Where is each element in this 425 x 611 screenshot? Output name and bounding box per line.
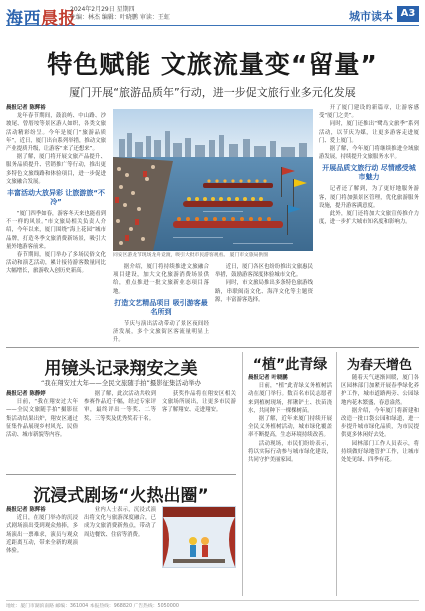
lead-byline: 晨报记者 陈辉裕	[6, 105, 46, 111]
story2-title: 用镜头记录翔安之美	[44, 359, 198, 379]
page-number: A3	[397, 6, 419, 22]
editor-line: 主编：林杰 编辑：叶晓鹏 审读：王虹	[70, 14, 170, 21]
story2-paragraph: 据了解，此次活动共收到参赛作品近千幅，经过专家评审，最终评出一等奖、二等奖、三等奖及优秀奖若干名。	[84, 391, 156, 422]
lead-subtitle-3: 开展品质文旅行动 尽情感受城市魅力	[322, 164, 416, 182]
lead-subtitle-1: 丰富活动大放异彩 让旅游旅“不冷”	[6, 189, 106, 207]
page-footer: 地址：厦门市湖滨南路 邮编：361004 本报热线：968820 广告热线：5050000	[6, 600, 419, 609]
story3-paragraph: 业内人士表示，沉浸式演出将文化与旅游深度融合，已成为文旅消费新热点，带动了周边餐饮、住宿等消费。	[84, 507, 156, 538]
story2-column-a	[6, 390, 78, 470]
logo-part-a: 海西	[6, 9, 41, 29]
lead-paragraph: 此外，厦门还将加大文旅宣传推介力度，进一步扩大城市知名度和影响力。	[319, 211, 419, 226]
story3-column-a	[6, 506, 78, 596]
issue-date: 2024年2月29日 星期四	[70, 6, 135, 13]
lead-paragraph: 近日，厦门各区也纷纷推出文旅惠民举措，鼓励游客深度体验城市文化。	[215, 264, 313, 279]
lead-middle-column-b	[215, 263, 313, 343]
newspaper-logo	[6, 4, 76, 29]
story2-column-c	[162, 390, 236, 470]
story3-byline: 晨报记者 陈辉裕	[6, 507, 46, 513]
lead-left-column	[6, 104, 106, 342]
lead-paragraph: 据了解，今年厦门将继续推进全域旅游发展，持续提升文旅服务水平。	[319, 146, 419, 161]
story5-paragraph: 据介绍，今年厦门将新建和改造一批口袋公园和绿道，进一步提升城市绿化品质，为市民提供更多休闲好去处。	[341, 407, 419, 439]
lead-middle-column-a	[113, 263, 209, 343]
lead-paragraph: “厦门四季如春，游客冬天来也能看到不一样的风景。”市文旅局相关负责人介绍，今年以来，厦门围绕“海上花园”城市品牌，打造冬季文旅消费新场景，吸引大量外地游客前来。	[6, 211, 106, 250]
lead-subhead: 厦门开展“旅游品质年”行动，进一步促文旅行业多元化发展	[69, 86, 356, 99]
lead-paragraph: 龙年春节期间，鼓浪屿、中山路、沙坡尾、曾厝垵等景区游人如织，各类文旅活动精彩纷呈。今年是厦门“旅游品质年”，近日，厦门出台系列举措，推动文旅产业提质升级，让游客“来了还想来”。	[6, 113, 106, 153]
lead-paragraph: 春节期间，厦门举办了多场民俗文化活动和演艺活动，累计接待游客数量同比大幅增长，旅游收入创历史新高。	[6, 252, 106, 275]
column-divider	[242, 352, 243, 596]
story2-paragraph: 日前，“我在翔安过大年——全民文旅随手拍”摄影征集活动结果出炉，翔安区通过征集作品展现乡村风光、民俗活动、城市新貌等内容。	[6, 399, 78, 439]
stage-graphic	[162, 506, 236, 568]
photo-caption: 同安区游龙节现场龙舟竞渡，吸引大批市民游客观看。 厦门市文旅局供图	[113, 253, 269, 258]
lead-paragraph: 同时，市文旅局推出多条特色旅游线路，串联闽南文化、海洋文化等主题资源，丰富游客选择。	[215, 280, 313, 303]
story3-column-c	[162, 506, 236, 596]
story4-paragraph: 据了解，近年来厦门持续开展全民义务植树活动，城市绿化覆盖率不断提高，生态环境持续改善。	[248, 416, 332, 439]
lead-photo	[113, 109, 313, 251]
section-divider	[6, 474, 236, 475]
story3-title: 沉浸式剧场“火热出圈”	[33, 486, 209, 506]
lead-paragraph: 节庆与演出活动带动了景区夜间经济发展，多个文旅街区客流量明显上升。	[113, 320, 209, 343]
story2-column-b	[84, 390, 156, 470]
story4-title: “植”此青绿	[252, 357, 328, 373]
lead-paragraph: 记者还了解到，为了更好地服务游客，厦门将加强景区管理，优化旅游服务设施，提升游客满意度。	[319, 186, 419, 209]
story5-title: 为春天增色	[346, 358, 412, 373]
story4-paragraph: 日前，“植”此青绿义务植树活动在厦门举行。数百名市民志愿者来到植树现场，挥锹铲土、扶苗浇水，共同种下一棵棵树苗。	[248, 383, 332, 414]
story2-subtitle: “我在翔安过大年——全民文旅随手拍”摄影征集活动举办	[41, 379, 201, 387]
lead-paragraph: 据了解，厦门将开展文旅产品提升、服务品质提升、营销推广等行动，推出更多特色文旅线路和体验项目，进一步促进文旅融合发展。	[6, 154, 106, 185]
story2-paragraph: 获奖作品将在翔安区相关文旅场所展出，让更多市民游客了解翔安、走进翔安。	[162, 391, 236, 414]
story5-paragraph: 随着天气逐渐回暖，厦门各区园林部门加紧开展春季绿化养护工作，城市道路两旁、公园绿地内花木繁盛，春意盎然。	[341, 375, 419, 406]
column-divider	[336, 352, 337, 596]
section-divider	[6, 347, 419, 348]
story4-paragraph: 活动现场，市民们纷纷表示，将以实际行动参与城市绿化建设，共同守护美丽家园。	[248, 440, 332, 464]
story3-column-b	[84, 506, 156, 596]
story5-column-a	[341, 374, 419, 596]
story5-paragraph: 园林部门工作人员表示，将持续做好绿地管护工作，让城市处处见绿、四季有花。	[341, 440, 419, 464]
logo-part-b: 晨报	[41, 9, 76, 29]
lead-headline: 特色赋能 文旅流量变“留量”	[47, 50, 378, 79]
theatre-icon	[163, 507, 235, 567]
date-block	[70, 6, 170, 22]
story4-column-a	[248, 374, 332, 596]
lead-paragraph: 同时，厦门还推出“鹭岛文旅季”系列活动，以节庆为媒，让更多游客走进厦门、爱上厦门。	[319, 121, 419, 144]
section-name: 城市读本	[349, 10, 393, 23]
story3-paragraph: 近日，在厦门举办的沉浸式剧场演出受到观众热捧，多场演出一票难求，演员与观众近距离互动，带来全新的观演体验。	[6, 515, 78, 555]
lead-subtitle-2: 打造文艺精品项目 吸引游客最名所到	[114, 298, 208, 316]
story4-byline: 晨报记者 叶晓鹏	[248, 375, 288, 381]
lead-right-column	[319, 104, 419, 342]
dragon-boat-festival-image	[113, 109, 313, 251]
masthead	[6, 4, 419, 29]
story2-byline: 晨报记者 陈静婷	[6, 391, 46, 397]
lead-paragraph: 据介绍，厦门将持续推进文旅融合项目建设，加大文化旅游消费场景供给，重点推进一批文旅新业态项目落地。	[113, 264, 209, 295]
lead-paragraph: 开了厦门建设的新篇章，让游客感受“厦门之美”。	[319, 105, 419, 120]
